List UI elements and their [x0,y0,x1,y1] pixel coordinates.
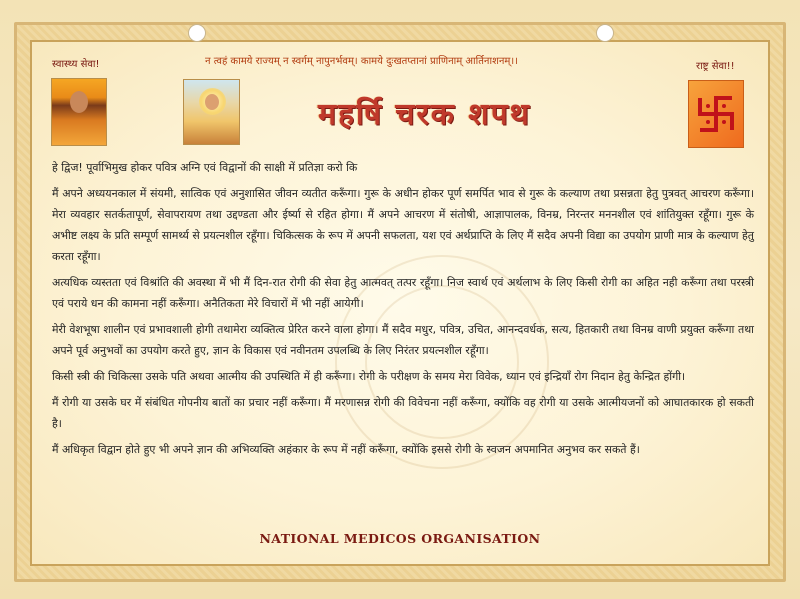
sage-portrait-icon [183,79,240,145]
portrait-icon [51,78,107,146]
sage-face [205,94,219,110]
oath-paragraph-4: किसी स्त्री की चिकित्सा उसके पति अथवा आत्मीय की उपस्थिति में ही करूँगा। रोगी के परीक्षण के समय मेरा विवेक, ध्यान एवं इन्द्रियाँ रोग निदान हेतु केन्द्रित होंगी। [52,370,686,383]
oath-body [52,157,754,465]
swastika-symbol [689,81,743,147]
punch-hole-left [188,24,206,42]
oath-paragraph-6: मैं अधिकृत विद्वान होते हुए भी अपने ज्ञान की अभिव्यक्ति अहंकार के रूप में नहीं करूँगा, क्योंकि इससे रोगी के स्वजन अपमानित अनुभव कर सकते हैं। [52,443,640,456]
health-service-label: स्वास्थ्य सेवा! [52,59,100,70]
oath-intro: हे द्विज! पूर्वाभिमुख होकर पवित्र अग्नि एवं विद्वानों की साक्षी में प्रतिज्ञा करो कि [52,161,358,174]
punch-hole-right [596,24,614,42]
portrait-face [70,91,88,113]
oath-paragraph-2: अत्यधिक व्यस्तता एवं विश्रांति की अवस्था में भी मैं दिन-रात रोगी की सेवा हेतु आत्मवत् तत्पर रहूँगा। निज स्वार्थ एवं अर्थलाभ के लिए किसी रोगी का अहित नही करूँगा तथा परस्त्री एवं पराये धन की कामना नहीं करूँगा। अनैतिकता मेरे विचारों में भी नहीं आयेगी। [52,276,754,310]
oath-paragraph-3: मेरी वेशभूषा शालीन एवं प्रभावशाली होगी तथामेरा व्यक्तित्व प्रेरित करने वाला होगा। मैं सदैव मधुर, पवित्र, उचित, आनन्दवर्धक, सत्य, हितकारी तथा विनम्र वाणी प्रयुक्त करूँगा तथा अपने पूर्व अनुभवों का उपयोग करते हुए, ज्ञान के विकास एवं नवीनतम उपलब्धि के लिए निरंतर प्रयत्नशील रहूँगा। [52,323,754,357]
nation-service-label: राष्ट्र सेवा!! [696,61,735,72]
oath-paragraph-1: मैं अपने अध्ययनकाल में संयमी, सात्विक एवं अनुशासित जीवन व्यतीत करूँगा। गुरू के अधीन होकर पूर्ण समर्पित भाव से गुरू के कल्याण तथा प्रसन्नता हेतु पुत्रवत् आचरण करूँगा। मेरा व्यवहार सतर्कतापूर्ण, सेवापरायण तथा उद्दण्डता और ईर्ष्या से रहित होगा। मैं अपने आचरण में संतोषी, आज्ञापालक, विनम्र, निरन्तर मननशील एवं शांतियुक्त रहूँगा। गुरू के अभीष्ट लक्ष्य के प्रति सम्पूर्ण सामर्थ्य से प्रयत्नशील रहूँगा। चिकित्सक के रूप में अपनी सफलता, यश एवं अर्थप्राप्ति के लिए मैं सदैव अपनी विद्या का उपयोग प्राणी मात्र के कल्याण हेतु करता रहूँगा। [52,187,754,263]
oath-paragraph-5: मैं रोगी या उसके घर में संबंधित गोपनीय बातों का प्रचार नहीं करूँगा। मैं मरणासन्न रोगी की विवेचना नहीं करूँगा, क्योंकि वह रोगी या उसके आत्मीयजनों को आघातकारक हो सकती है। [52,396,754,430]
organisation-name: NATIONAL MEDICOS ORGANISATION [259,531,541,546]
swastika-icon [688,80,744,148]
sanskrit-motto: न त्वहं कामये राज्यम् न स्वर्गम् नापुनर्भवम्। कामये दुःखतप्तानां प्राणिनाम् आर्तिनाशनम्।। [205,56,518,67]
page-title: महर्षि चरक शपथ [318,97,531,132]
